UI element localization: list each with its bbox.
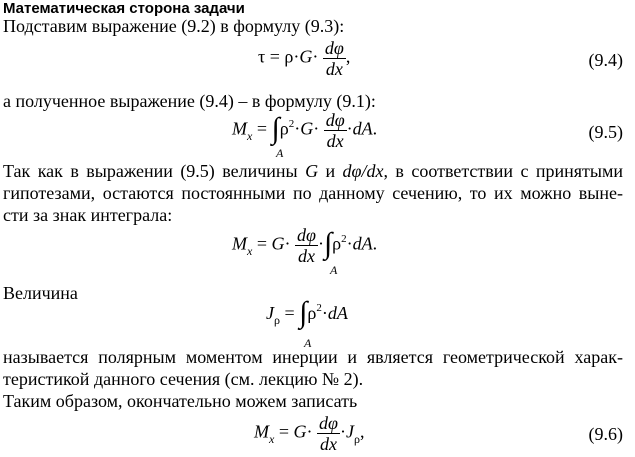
paragraph-finally: Таким образом, окончательно можем записать — [3, 391, 358, 411]
fraction-dphi-dx: $\frac{d\varphi}{dx}$ — [324, 38, 344, 79]
paragraph-constants-line2: гипотезами, остаются постоянными по данному сечению, то их можно выне- — [3, 183, 623, 203]
paragraph-then-insert: а полученное выражение (9.4) – в формулу (9.1): — [3, 91, 376, 111]
equation-integral-out: $M_x = G\cdot$ $\frac{d\varphi}{dx}$ $\cdot\int\rho^2\cdot dA$. A — [232, 225, 378, 277]
integral-limit-A: A — [330, 263, 338, 277]
paragraph-polar-moment-line1: называется полярным моментом инерции и является геометрической харак- — [3, 347, 623, 367]
equation-number-9-6: (9.6) — [588, 424, 623, 444]
integral-limit-A: A — [304, 336, 312, 350]
equation-number-9-5: (9.5) — [588, 122, 623, 142]
paragraph-polar-moment-line2: теристикой данного сечения (см. лекцию № 2). — [3, 369, 364, 389]
paragraph-constants-line1: Так как в выражении (9.5) величины G и dφ/dx, в соответствии с принятыми — [3, 161, 624, 181]
equation-9-5: $M_x = \int\rho^2\cdot G\cdot$ $\frac{d\varphi}{dx}$ ·dA. A — [232, 110, 378, 160]
paragraph-constants-line3: сти за знак интеграла: — [3, 205, 173, 225]
section-heading: Математическая сторона задачи — [3, 0, 245, 17]
tau-symbol: τ — [258, 46, 266, 67]
equation-polar-moment: $J_\rho = \int\rho^2\cdot dA$ A — [266, 296, 348, 350]
equation-number-9-4: (9.4) — [588, 50, 623, 70]
equation-9-6: $M_x = G\cdot$ $\frac{d\varphi}{dx}$ $\cdot J_\rho$, — [254, 413, 365, 454]
integral-sign: ∫ — [323, 226, 333, 260]
integral-sign: ∫ — [299, 296, 308, 329]
equation-9-4: τ = ρ·G· $\frac{d\varphi}{dx}$ , — [258, 38, 351, 79]
paragraph-quantity: Величина — [3, 283, 78, 303]
paragraph-substitute: Подставим выражение (9.2) в формулу (9.3): — [3, 16, 345, 36]
integral-sign: ∫ — [271, 111, 280, 145]
integral-limit-A: A — [276, 146, 284, 160]
